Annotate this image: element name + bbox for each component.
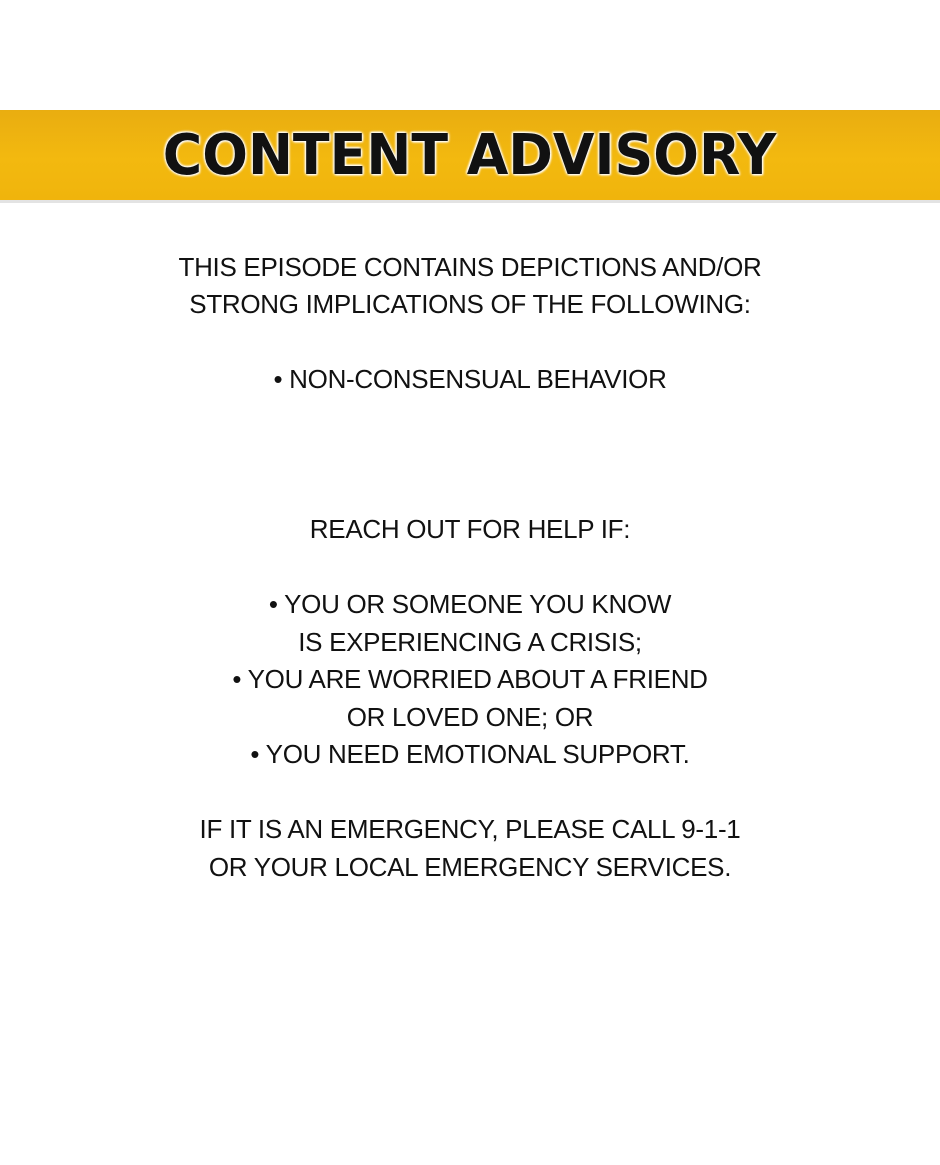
intro-line-2: STRONG IMPLICATIONS OF THE FOLLOWING: [189,289,751,319]
help-line: IS EXPERIENCING A CRISIS; [298,627,642,657]
help-heading: REACH OUT FOR HELP IF: [309,514,631,544]
emergency-line-2: OR YOUR LOCAL EMERGENCY SERVICES. [208,852,732,882]
help-line: • YOU ARE WORRIED ABOUT A FRIEND [232,664,708,694]
help-line: • YOU OR SOMEONE YOU KNOW [268,589,672,619]
help-line: OR LOVED ONE; OR [346,702,594,732]
emergency-line-1: IF IT IS AN EMERGENCY, PLEASE CALL 9-1-1 [199,814,741,844]
advisory-item: • NON-CONSENSUAL BEHAVIOR [273,364,667,394]
banner-title: CONTENT ADVISORY [163,122,777,188]
help-line: • YOU NEED EMOTIONAL SUPPORT. [250,739,690,769]
intro-line-1: THIS EPISODE CONTAINS DEPICTIONS AND/OR [178,252,762,282]
content-advisory-banner [0,110,940,203]
